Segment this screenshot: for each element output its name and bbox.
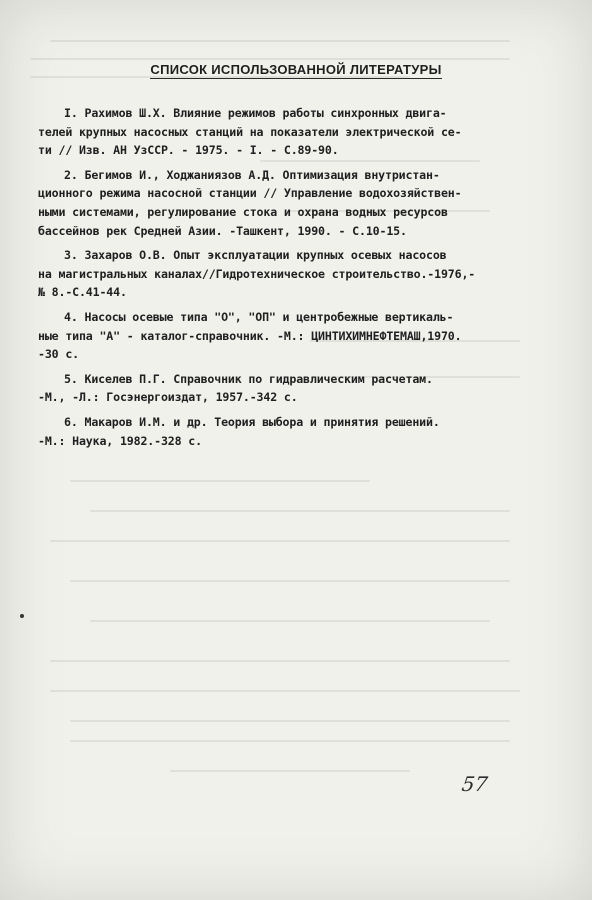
page-title-text: СПИСОК ИСПОЛЬЗОВАННОЙ ЛИТЕРАТУРЫ <box>150 62 442 77</box>
reference-item-2 <box>38 166 516 240</box>
page-title <box>0 62 592 77</box>
reference-list <box>38 104 516 456</box>
reference-line: 4. Насосы осевые типа "О", "ОП" и центробежные вертикаль- <box>64 309 454 324</box>
reference-line: I. Рахимов Ш.Х. Влияние режимов работы синхронных двига- <box>64 106 447 120</box>
reference-line: на магистральных каналах//Гидротехническое строительство.-1976,- <box>38 266 476 281</box>
reference-line: ти // Изв. АН УзССР. - 1975. - I. - С.89-90. <box>38 143 339 158</box>
reference-line: № 8.-С.41-44. <box>38 285 127 300</box>
reference-line: 5. Киселев П.Г. Справочник по гидравлическим расчетам. <box>64 371 433 386</box>
reference-item-4 <box>38 308 516 364</box>
page-number: 57 <box>460 772 490 796</box>
reference-line: 6. Макаров И.М. и др. Теория выбора и принятия решений. <box>64 414 440 429</box>
ink-speck <box>20 614 24 618</box>
reference-line: бассейнов рек Средней Азии. -Ташкент, 1990. - С.10-15. <box>38 223 407 238</box>
reference-line: телей крупных насосных станций на показатели электрической се- <box>38 124 462 139</box>
reference-item-1 <box>38 104 516 160</box>
reference-line: ционного режима насосной станции // Управление водохозяйствен- <box>38 186 462 201</box>
reference-line: -30 с. <box>38 347 79 362</box>
reference-item-3 <box>38 246 516 302</box>
reference-line: -М., -Л.: Госэнергоиздат, 1957.-342 с. <box>38 390 298 405</box>
reference-line: ными системами, регулирование стока и охрана водных ресурсов <box>38 204 448 219</box>
reference-item-6 <box>38 413 516 450</box>
reference-line: ные типа "А" - каталог-справочник. -М.: ЦИНТИХИМНЕФТЕМАШ,1970. <box>38 328 462 343</box>
reference-item-5 <box>38 370 516 407</box>
reference-line: 2. Бегимов И., Ходжаниязов А.Д. Оптимизация внутристан- <box>64 167 440 182</box>
reference-line: 3. Захаров О.В. Опыт эксплуатации крупных осевых насосов <box>64 248 447 263</box>
reference-line: -М.: Наука, 1982.-328 с. <box>38 433 202 448</box>
